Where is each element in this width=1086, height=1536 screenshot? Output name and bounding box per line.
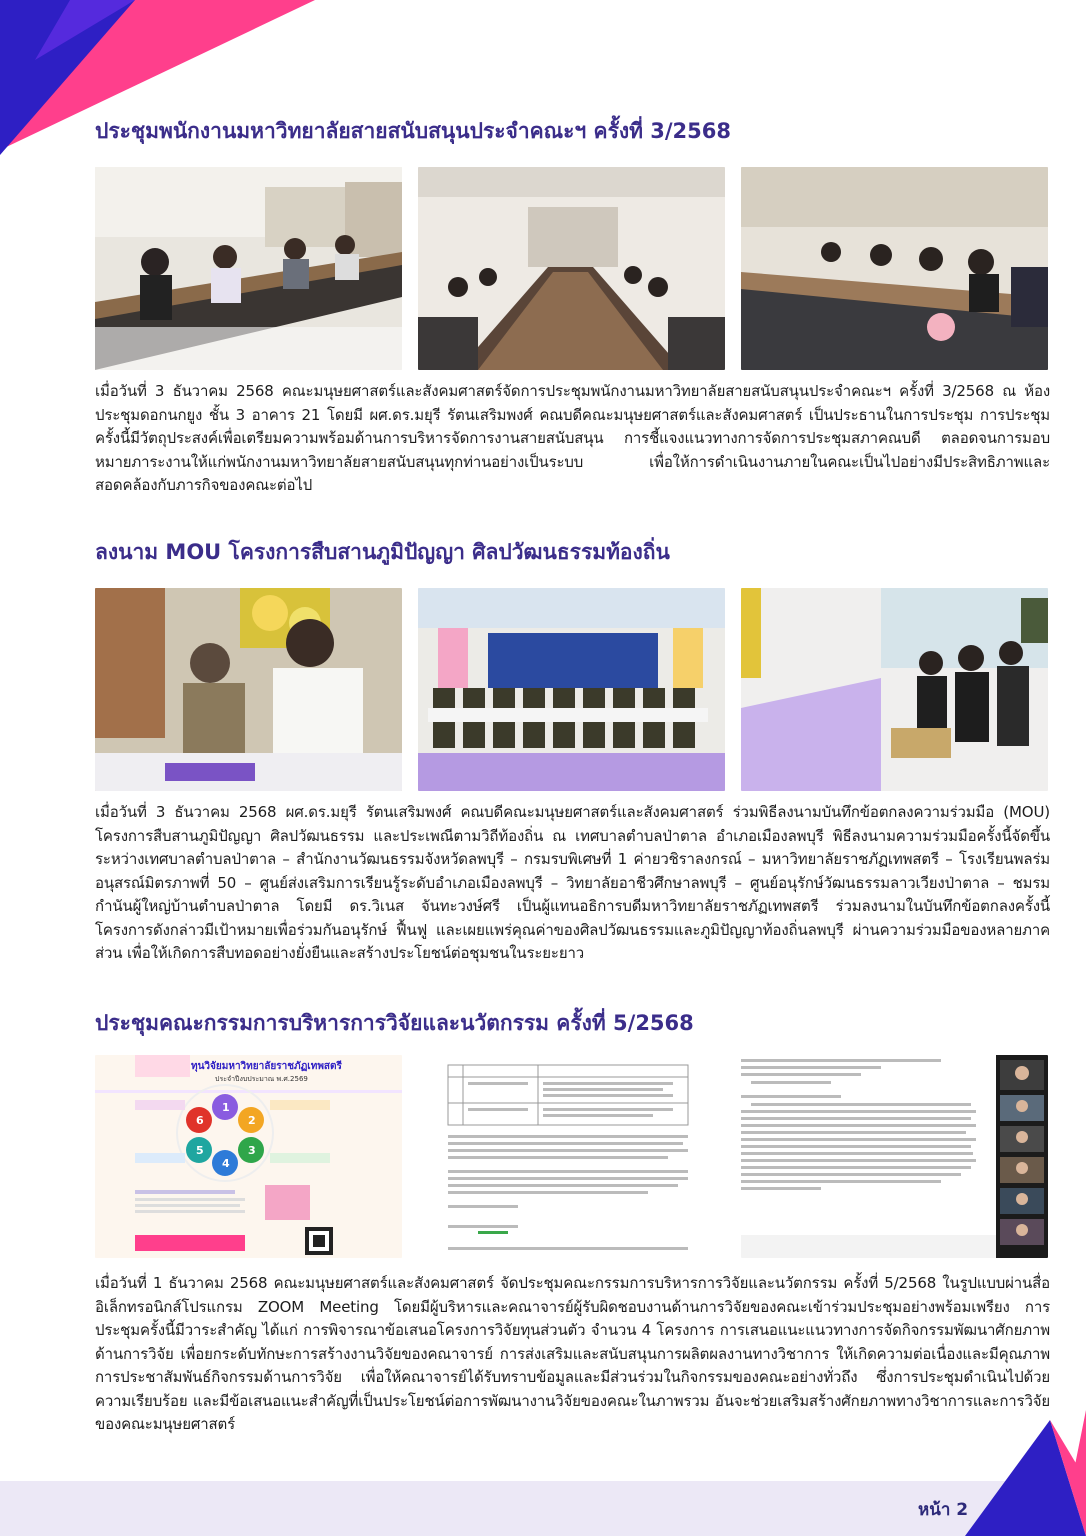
poster-step-number: 3 xyxy=(248,1144,256,1157)
photo-row xyxy=(95,1055,1050,1258)
meeting-photo xyxy=(741,167,1048,370)
meeting-photo xyxy=(418,167,725,370)
poster-step-number: 2 xyxy=(248,1114,256,1127)
section-research-committee xyxy=(95,1008,1050,1437)
poster-subtitle: ประจำปีงบประมาณ พ.ศ.2569 xyxy=(215,1075,308,1083)
corner-decoration-bottom-right xyxy=(955,1420,1086,1536)
section-paragraph: เมื่อวันที่ 3 ธันวาคม 2568 ผศ.ดร.มยุรี รัตนเสริมพงศ์ คณบดีคณะมนุษยศาสตร์และสังคมศาสตร์ ร่วมพิธีลงนามบันทึกข้อตกลงความร่วมมือ (MOU) โครงการสืบสานภูมิปัญญา ศิลปวัฒนธรรม และประเพณีตามวิถีท้องถิ่น ณ เทศบาลตำบลป่าตาล อำเภอเมืองลพบุรี พิธีลงนามความร่วมมือครั้งนี้จัดขึ้นระหว่างเทศบาลตำบลป่าตาล – สำนักงานวัฒนธรรมจังหวัดลพบุรี – กรมรบพิเศษที่ 1 ค่ายวชิราลงกรณ์ – มหาวิทยาลัยราชภัฏเทพสตรี – โรงเรียนพลร่มอนุสรณ์มิตรภาพที่ 50 – ศูนย์ส่งเสริมการเรียนรู้ระดับอำเภอเมืองลพบุรี – วิทยาลัยอาชีวศึกษาลพบุรี – ศูนย์อนุรักษ์วัฒนธรรมลาวเวียงป่าตาล – ชมรมกำนันผู้ใหญ่บ้านตำบลป่าตาล โดยมี ดร.วิเนส จันทะวงษ์ศรี เป็นผู้แทนอธิการบดีมหาวิทยาลัยราชภัฏเทพสตรี ร่วมลงนามในบันทึกข้อตกลงครั้งนี้ โครงการดังกล่าวมีเป้าหมายเพื่อร่วมกันอนุรักษ์ ฟื้นฟู และเผยแพร่คุณค่าของศิลปวัฒนธรรมและภูมิปัญญาท้องถิ่นลพบุรี ผ่านความร่วมมือของหลายภาคส่วน เพื่อให้เกิดการสืบทอดอย่างยั่งยืนและสร้างประโยชน์ต่อชุมชนในระยะยาว xyxy=(95,803,1050,962)
section-mou-signing xyxy=(95,537,1050,966)
research-poster xyxy=(95,1055,402,1258)
signing-photo xyxy=(741,588,1048,791)
photo-row xyxy=(95,167,1050,370)
photo-row xyxy=(95,588,1050,791)
poster-title: ทุนวิจัยมหาวิทยาลัยราชภัฏเทพสตรี xyxy=(191,1061,342,1072)
section-title: ลงนาม MOU โครงการสืบสานภูมิปัญญา ศิลปวัฒนธรรมท้องถิ่น xyxy=(95,540,670,564)
section-staff-meeting xyxy=(95,116,1050,498)
poster-step-number: 1 xyxy=(222,1101,230,1114)
section-paragraph: เมื่อวันที่ 1 ธันวาคม 2568 คณะมนุษยศาสตร์และสังคมศาสตร์ จัดประชุมคณะกรรมการบริหารการวิจัยและนวัตกรรม ครั้งที่ 5/2568 ในรูปแบบผ่านสื่ออิเล็กทรอนิกส์โปรแกรม ZOOM Meeting โดยมีผู้บริหารและคณาจารย์ผู้รับผิดชอบงานด้านการวิจัยของคณะเข้าร่วมประชุมอย่างพร้อมเพรียง การประชุมครั้งนี้มีวาระสำคัญ ได้แก่ การพิจารณาข้อเสนอโครงการวิจัยทุนส่วนตัว จำนวน 4 โครงการ การเสนอแนะแนวทางการจัดกิจกรรมพัฒนาศักยภาพด้านการวิจัย เพื่อยกระดับทักษะการสร้างงานวิจัยของคณาจารย์ การส่งเสริมและสนับสนุนการผลิตผลงานทางวิชาการ ให้เกิดความต่อเนื่องและมีคุณภาพการประชาสัมพันธ์กิจกรรมด้านการวิจัย เพื่อให้คณาจารย์ได้รับทราบข้อมูลและมีส่วนร่วมในกิจกรรมของคณะอย่างทั่วถึง ซึ่งการประชุมดำเนินไปด้วยความเรียบร้อย และมีข้อเสนอแนะสำคัญที่เป็นประโยชน์ต่อการพัฒนางานวิจัยของคณะในภาพรวม อันจะช่วยเสริมสร้างศักยภาพทางวิชาการและการวิจัยของคณะมนุษยศาสตร์ xyxy=(95,1274,1050,1433)
meeting-photo xyxy=(95,167,402,370)
signing-photo xyxy=(95,588,402,791)
meeting-document-image xyxy=(418,1055,725,1258)
signing-photo xyxy=(418,588,725,791)
section-title: ประชุมคณะกรรมการบริหารการวิจัยและนวัตกรรม ครั้งที่ 5/2568 xyxy=(95,1011,694,1035)
section-title: ประชุมพนักงานมหาวิทยาลัยสายสนับสนุนประจำคณะฯ ครั้งที่ 3/2568 xyxy=(95,119,731,143)
section-paragraph: เมื่อวันที่ 3 ธันวาคม 2568 คณะมนุษยศาสตร์และสังคมศาสตร์จัดการประชุมพนักงานมหาวิทยาลัยสายสนับสนุนประจำคณะฯ ครั้งที่ 3/2568 ณ ห้องประชุมดอกนกยูง ชั้น 3 อาคาร 21 โดยมี ผศ.ดร.มยุรี รัตนเสริมพงศ์ คณบดีคณะมนุษยศาสตร์และสังคมศาสตร์ เป็นประธานในการประชุม การประชุมครั้งนี้มีวัตถุประสงค์เพื่อเตรียมความพร้อมด้านการบริหารจัดการงานสายสนับสนุน การชี้แจงแนวทางการจัดการประชุมสภาคณบดี ตลอดจนการมอบหมายภาระงานให้แก่พนักงานมหาวิทยาลัยสายสนับสนุนทุกท่านอย่างเป็นระบบ เพื่อให้การดำเนินงานภายในคณะเป็นไปอย่างมีประสิทธิภาพและสอดคล้องกับภารกิจของคณะต่อไป xyxy=(95,382,1050,494)
poster-step-number: 5 xyxy=(196,1144,204,1157)
poster-step-number: 4 xyxy=(222,1157,230,1170)
zoom-meeting-screenshot xyxy=(741,1055,1048,1258)
poster-step-number: 6 xyxy=(196,1114,204,1127)
page-number: หน้า 2 xyxy=(918,1500,969,1520)
